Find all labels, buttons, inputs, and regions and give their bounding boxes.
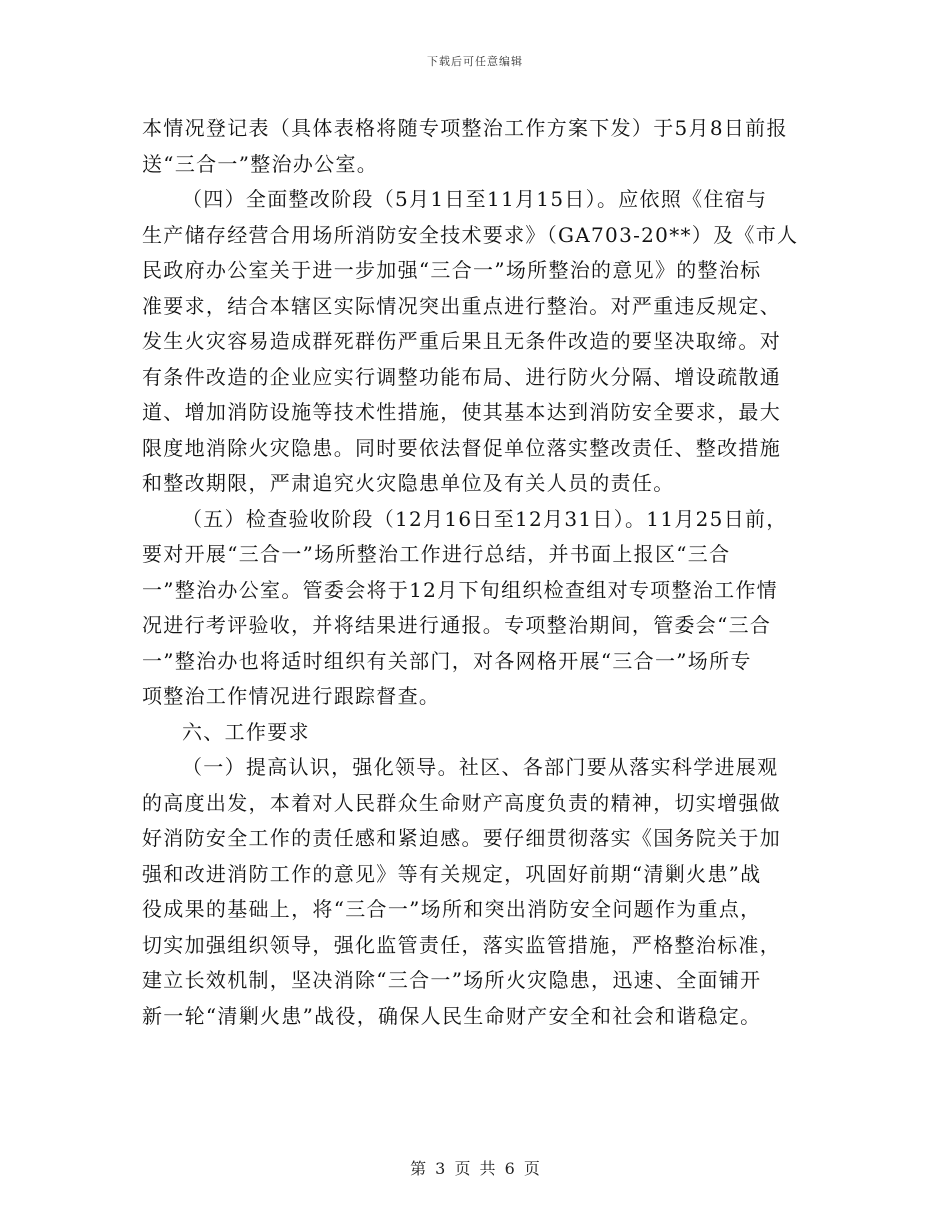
text-line: 好消防安全工作的责任感和紧迫感。要仔细贯彻落实《国务院关于加 <box>142 826 781 850</box>
text-line: 况进行考评验收，并将结果进行通报。专项整治期间，管委会“三合 <box>142 613 772 637</box>
text-line: 准要求，结合本辖区实际情况突出重点进行整治。对严重违反规定、 <box>142 293 781 318</box>
text-line: 一”整治办也将适时组织有关部门，对各网格开展“三合一”场所专 <box>142 648 752 673</box>
text-line: 限度地消除火灾隐患。同时要依法督促单位落实整改责任、整改措施 <box>142 435 781 460</box>
page-header: 下载后可任意编辑 <box>427 55 523 68</box>
text-line: 送“三合一”整治办公室。 <box>142 151 379 176</box>
text-line: 六、工作要求 <box>182 719 310 744</box>
page-number: 第 3 页 共 6 页 <box>410 1159 540 1178</box>
text-line: （五）检查验收阶段（12月16日至12月31日）。11月25日前， <box>182 506 788 531</box>
text-line: 项整治工作情况进行跟踪督查。 <box>142 684 441 708</box>
text-line: 和整改期限，严肃追究火灾隐患单位及有关人员的责任。 <box>142 471 675 495</box>
document-body <box>142 111 814 1034</box>
text-line: 民政府办公室关于进一步加强“三合一”场所整治的意见》的整治标 <box>142 258 762 282</box>
text-line: 强和改进消防工作的意见》等有关规定，巩固好前期“清剿火患”战 <box>142 861 762 886</box>
text-line: （四）全面整改阶段（5月1日至11月15日）。应依照《住宿与 <box>182 187 768 211</box>
text-line: 本情况登记表（具体表格将随专项整治工作方案下发）于5月8日前报 <box>142 116 788 140</box>
text-line: 建立长效机制，坚决消除“三合一”场所火灾隐患，迅速、全面铺开 <box>142 968 762 992</box>
text-line: （一）提高认识，强化领导。社区、各部门要从落实科学进展观 <box>182 755 779 779</box>
text-line: 一”整治办公室。管委会将于12月下旬组织检查组对专项整治工作情 <box>142 577 778 602</box>
text-line: 要对开展“三合一”场所整治工作进行总结，并书面上报区“三合 <box>142 542 731 566</box>
text-line: 新一轮“清剿火患”战役，确保人民生命财产安全和社会和谐稳定。 <box>142 1003 762 1028</box>
text-line: 切实加强组织领导，强化监管责任，落实监管措施，严格整治标准， <box>142 932 781 957</box>
text-line: 的高度出发，本着对人民群众生命财产高度负责的精神，切实增强做 <box>142 790 781 815</box>
text-line: 生产储存经营合用场所消防安全技术要求》（GA703-20**）及《市人 <box>142 222 799 247</box>
text-line: 役成果的基础上，将“三合一”场所和突出消防安全问题作为重点， <box>142 897 762 921</box>
text-line: 有条件改造的企业应实行调整功能布局、进行防火分隔、增设疏散通 <box>142 364 781 389</box>
text-line: 道、增加消防设施等技术性措施，使其基本达到消防安全要求，最大 <box>142 400 781 424</box>
text-line: 发生火灾容易造成群死群伤严重后果且无条件改造的要坚决取缔。对 <box>142 329 781 353</box>
